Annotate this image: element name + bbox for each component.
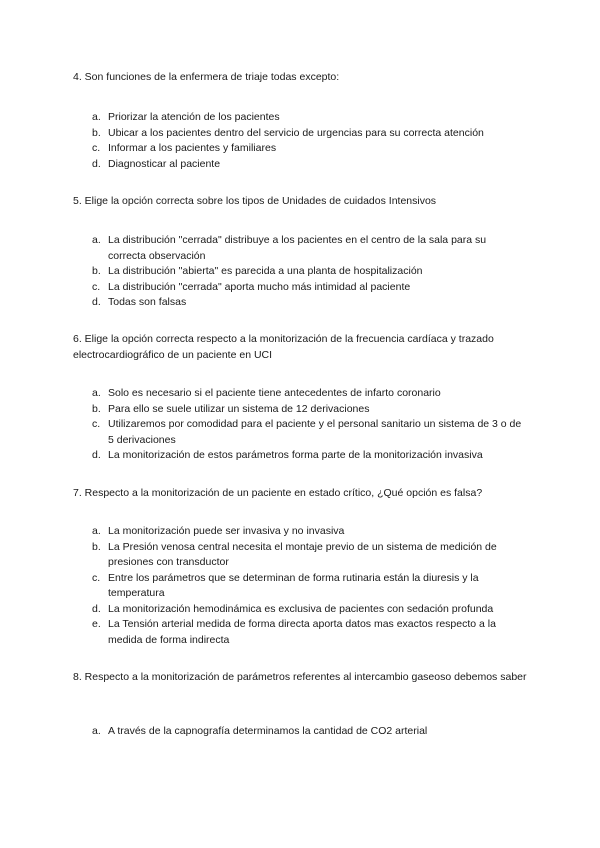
option-d xyxy=(92,295,522,311)
option-letter: c. xyxy=(92,418,101,430)
option-letter: a. xyxy=(92,725,101,737)
option-b xyxy=(92,126,522,142)
option-text: Informar a los pacientes y familiares xyxy=(108,142,277,154)
option-text: La Tensión arterial medida de forma directa aporta datos mas exactos respecto a la medida de forma indirecta xyxy=(108,618,496,646)
option-b xyxy=(92,540,522,571)
option-letter: d. xyxy=(92,602,101,615)
question-6 xyxy=(73,332,528,363)
option-d xyxy=(92,157,522,173)
option-letter: d. xyxy=(92,296,101,308)
question-text: 6. Elige la opción correcta respecto a la monitorización de la frecuencia cardíaca y trazado electrocardiográfico de un paciente en UCI xyxy=(73,333,494,361)
option-d xyxy=(92,602,522,618)
option-letter: a. xyxy=(92,387,101,399)
option-a xyxy=(92,233,522,264)
option-letter: b. xyxy=(92,126,101,139)
option-text: Para ello se suele utilizar un sistema de 12 derivaciones xyxy=(108,402,370,415)
option-text: Todas son falsas xyxy=(108,296,187,308)
option-letter: d. xyxy=(92,157,101,170)
option-text: Entre los parámetros que se determinan de forma rutinaria están la diuresis y la temperatura xyxy=(108,571,479,599)
option-text: Priorizar la atención de los pacientes xyxy=(108,111,280,123)
question-7 xyxy=(73,486,533,502)
option-a xyxy=(92,386,522,402)
option-text: Diagnosticar al paciente xyxy=(108,157,221,170)
option-c xyxy=(92,280,522,296)
option-a xyxy=(92,724,522,740)
option-letter: b. xyxy=(92,540,101,553)
option-c xyxy=(92,571,522,602)
option-letter: d. xyxy=(92,449,101,461)
option-a xyxy=(92,110,522,126)
option-letter: b. xyxy=(92,265,101,277)
option-d xyxy=(92,448,522,464)
option-b xyxy=(92,264,522,280)
option-letter: b. xyxy=(92,402,101,415)
option-text: Solo es necesario si el paciente tiene antecedentes de infarto coronario xyxy=(108,387,441,399)
question-text: 5. Elige la opción correcta sobre los tipos de Unidades de cuidados Intensivos xyxy=(73,195,437,207)
option-text: Ubicar a los pacientes dentro del servicio de urgencias para su correcta atención xyxy=(108,126,484,139)
option-text: La monitorización hemodinámica es exclusiva de pacientes con sedación profunda xyxy=(108,602,494,615)
question-text: 4. Son funciones de la enfermera de triaje todas excepto: xyxy=(73,71,340,83)
question-7-options xyxy=(92,524,522,648)
question-5 xyxy=(73,194,533,210)
question-5-options xyxy=(92,233,522,311)
question-6-options xyxy=(92,386,522,464)
option-letter: c. xyxy=(92,280,101,293)
option-b xyxy=(92,402,522,418)
option-text: La monitorización puede ser invasiva y no invasiva xyxy=(108,525,345,537)
option-text: La distribución "cerrada" distribuye a los pacientes en el centro de la sala para su correcta observación xyxy=(108,234,487,262)
option-letter: a. xyxy=(92,525,101,537)
option-text: La distribución "cerrada" aporta mucho más intimidad al paciente xyxy=(108,280,411,293)
option-letter: a. xyxy=(92,111,101,123)
option-text: A través de la capnografía determinamos la cantidad de CO2 arterial xyxy=(108,725,428,737)
question-4-options xyxy=(92,110,522,172)
option-c xyxy=(92,141,522,157)
question-text: 7. Respecto a la monitorización de un paciente en estado crítico, ¿Qué opción es falsa? xyxy=(73,487,483,499)
option-letter: a. xyxy=(92,234,101,246)
option-letter: c. xyxy=(92,571,101,584)
option-text: La monitorización de estos parámetros forma parte de la monitorización invasiva xyxy=(108,449,483,461)
option-letter: e. xyxy=(92,618,101,630)
question-4 xyxy=(73,70,533,86)
question-8 xyxy=(73,670,528,686)
option-text: Utilizaremos por comodidad para el paciente y el personal sanitario un sistema de 3 o de 5 derivaciones xyxy=(108,418,522,446)
option-e xyxy=(92,617,522,648)
option-c xyxy=(92,417,522,448)
option-text: La distribución "abierta" es parecida a una planta de hospitalización xyxy=(108,265,423,277)
option-letter: c. xyxy=(92,142,101,154)
option-text: La Presión venosa central necesita el montaje previo de un sistema de medición de presiones con transductor xyxy=(108,540,497,568)
question-8-options xyxy=(92,724,522,740)
question-text: 8. Respecto a la monitorización de parámetros referentes al intercambio gaseoso debemos saber xyxy=(73,671,527,683)
option-a xyxy=(92,524,522,540)
